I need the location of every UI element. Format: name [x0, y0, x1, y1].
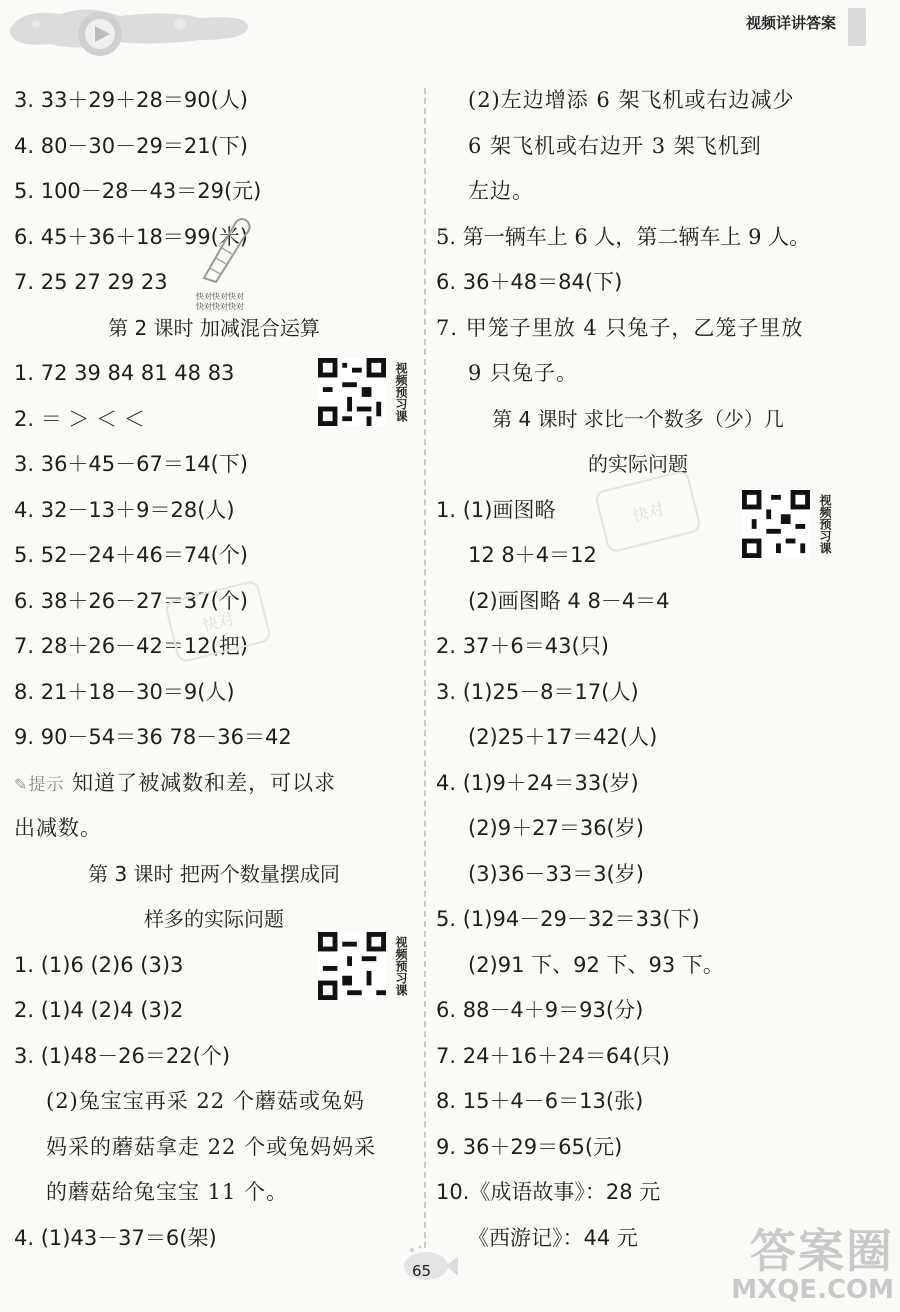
header-banner-decoration: [0, 0, 260, 62]
answer-line: 10.《成语故事》：28 元: [436, 1180, 661, 1204]
hint-line: [14, 761, 414, 807]
answer-line: 4. 32－13＋9＝28(人): [14, 497, 235, 522]
watermark-title: 答案圈: [750, 1224, 894, 1278]
lesson-heading: 样多的实际问题: [144, 907, 284, 931]
answer-line: 9. 36＋29＝65(元): [436, 1134, 623, 1159]
answer-line: 7. 甲笼子里放 4 只兔子，乙笼子里放: [436, 315, 804, 340]
lesson-heading: 第 3 课时 把两个数量摆成同: [88, 861, 340, 886]
answer-line: 7. 25 27 29 23: [14, 270, 168, 294]
answer-line: 5. 第一辆车上 6 人，第二辆车上 9 人。: [436, 224, 811, 249]
qr-code-video-preview[interactable]: [318, 358, 408, 426]
answer-line: 1. (1)6 (2)6 (3)3: [14, 952, 184, 977]
lesson-heading: 的实际问题: [588, 452, 688, 476]
answer-line: 3. (1)48－26＝22(个): [14, 1043, 231, 1068]
answer-line: 4. (1)43－37＝6(架): [14, 1225, 217, 1250]
answer-line: 3. 33＋29＋28＝90(人): [14, 88, 248, 112]
qr-label: 视频预习课: [394, 936, 408, 996]
answer-line: 9 只兔子。: [468, 361, 579, 385]
qr-code-icon: [742, 490, 810, 558]
answer-line: (2)25＋17＝42(人): [468, 725, 658, 749]
answer-line: (2)画图略 4 8－4＝4: [468, 588, 670, 613]
answer-line: 2. ＝ ＞ ＜ ＜: [14, 406, 145, 431]
answer-line: 左边。: [468, 179, 534, 203]
answer-line: 6. 38＋26－27＝37(个): [14, 588, 248, 613]
answer-line: 12 8＋4＝12: [468, 543, 597, 567]
answer-line: 3. 36＋45－67＝14(下): [14, 452, 248, 476]
answer-line: (2)91 下、92 下、93 下。: [468, 952, 724, 977]
column-divider: [424, 88, 426, 1248]
header-title: 视频详讲答案: [745, 14, 836, 32]
hint-label: 提示: [28, 774, 65, 795]
answer-line: 5. (1)94－29－32＝33(下): [436, 907, 700, 931]
answer-line: 4. (1)9＋24＝33(岁): [436, 770, 639, 795]
qr-code-icon: [318, 358, 386, 426]
answer-line: 6 架飞机或右边开 3 架飞机到: [468, 133, 762, 158]
answer-line: 8. 21＋18－30＝9(人): [14, 679, 235, 704]
answer-line: 《西游记》：44 元: [468, 1225, 638, 1250]
qr-code-video-preview[interactable]: [742, 490, 832, 558]
answer-line: 7. 24＋16＋24＝64(只): [436, 1043, 670, 1068]
answer-line: 2. (1)4 (2)4 (3)2: [14, 998, 184, 1022]
answer-line: 2. 37＋6＝43(只): [436, 634, 609, 658]
answer-line: (2)9＋27＝36(岁): [468, 816, 644, 840]
watermark-url: MXQE.COM: [731, 1275, 894, 1305]
page-number: 65: [412, 1262, 432, 1280]
pencil-doodle-icon: [196, 212, 256, 286]
answer-line: 6. 88－4＋9＝93(分): [436, 998, 644, 1022]
answer-line: 5. 52－24＋46＝74(个): [14, 543, 248, 567]
answer-line: 9. 90－54＝36 78－36＝42: [14, 725, 292, 749]
answer-line: 6. 36＋48＝84(下): [436, 270, 623, 294]
answer-line: 5. 100－28－43＝29(元): [14, 179, 262, 203]
answer-line: 4. 80－30－29＝21(下): [14, 133, 248, 158]
answer-line: (3)36－33＝3(岁): [468, 861, 644, 886]
qr-label: 视频预习课: [394, 362, 408, 422]
answer-line: 出减数。: [14, 816, 102, 840]
hint-text: 知道了被减数和差，可以求: [64, 770, 337, 795]
answer-line: 的蘑菇给兔宝宝 11 个。: [46, 1180, 289, 1204]
answer-line: 8. 15＋4－6＝13(张): [436, 1089, 644, 1113]
answer-line: 3. (1)25－8＝17(人): [436, 679, 639, 704]
qr-code-video-preview[interactable]: [318, 932, 408, 1000]
handwritten-note: 快对快对快对 快对快对快对: [196, 292, 244, 311]
answer-line: 妈采的蘑菇拿走 22 个或兔妈妈采: [46, 1134, 377, 1159]
answer-line: 1. 72 39 84 81 48 83: [14, 361, 235, 385]
answer-line: (2)兔宝宝再采 22 个蘑菇或兔妈: [46, 1089, 365, 1113]
qr-code-icon: [318, 932, 386, 1000]
answer-line: 6. 45＋36＋18＝99(米): [14, 224, 248, 249]
hint-icon: ✎: [14, 774, 29, 794]
answer-line: 7. 28＋26－42＝12(把): [14, 634, 248, 658]
answer-line: (2)左边增添 6 架飞机或右边减少: [468, 88, 795, 112]
lesson-heading: 第 4 课时 求比一个数多（少）几: [492, 406, 784, 431]
qr-label: 视频预习课: [818, 494, 832, 554]
site-watermark: [731, 1226, 894, 1304]
watermark-stamp: 快对: [594, 469, 702, 553]
right-column: [436, 78, 840, 1261]
watermark-stamp: 快对: [164, 579, 272, 663]
header-tab-marker: [848, 8, 866, 46]
answer-line: 1. (1)画图略: [436, 497, 556, 522]
lesson-heading: 第 2 课时 加减混合运算: [108, 315, 320, 340]
